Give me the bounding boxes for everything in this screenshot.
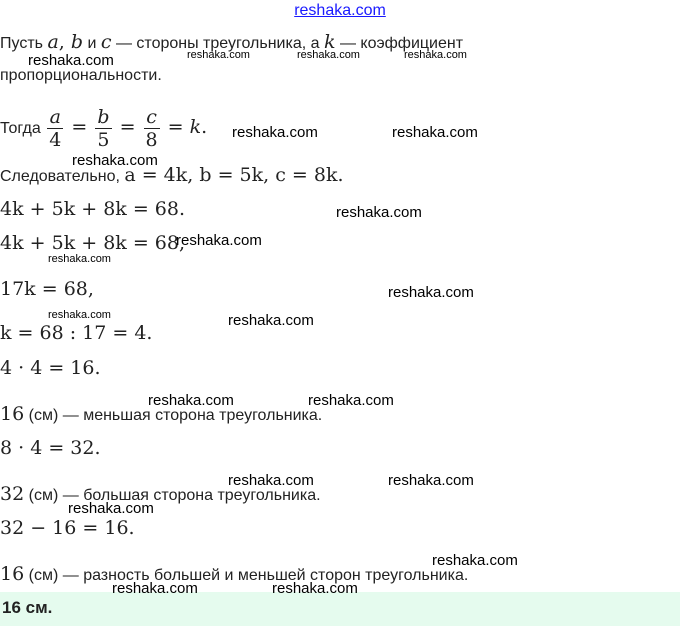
answer-box	[0, 592, 680, 626]
watermark: reshaka.com	[148, 392, 234, 409]
watermark: reshaka.com	[112, 580, 198, 597]
watermark: reshaka.com	[176, 232, 262, 249]
equation-3: 17k = 68,	[0, 278, 94, 300]
equation-6: 8 · 4 = 32.	[0, 437, 101, 459]
watermark: reshaka.com	[297, 49, 360, 61]
equation-4: k = 68 : 17 = 4.	[0, 322, 153, 344]
watermark: reshaka.com	[336, 204, 422, 221]
intro-rest: — стороны треугольника, а	[115, 35, 320, 52]
watermark: reshaka.com	[432, 552, 518, 569]
watermark: reshaka.com	[228, 472, 314, 489]
intro-line-1	[0, 32, 463, 54]
therefore-expr: a = 4k, b = 5k, c = 8k.	[124, 164, 344, 186]
equation-1: 4k + 5k + 8k = 68.	[0, 198, 186, 220]
equation-7: 32 − 16 = 16.	[0, 517, 135, 539]
intro-word: Пусть	[0, 35, 43, 52]
var-b: b	[70, 31, 84, 53]
intro-and: и	[87, 35, 97, 52]
var-a: a	[47, 31, 59, 53]
site-link[interactable]: reshaka.com	[294, 2, 386, 19]
var-k: k	[323, 31, 336, 53]
watermark: reshaka.com	[228, 312, 314, 329]
result-2: 32 (см) — большая сторона треугольника.	[0, 483, 321, 505]
equation-5: 4 · 4 = 16.	[0, 357, 101, 379]
watermark: reshaka.com	[48, 309, 111, 321]
answer-text: 16 см.	[2, 598, 53, 617]
watermark: reshaka.com	[28, 52, 114, 69]
intro-line-2: пропорциональности.	[0, 67, 162, 84]
therefore-word: Следовательно,	[0, 168, 120, 185]
var-c: c	[100, 31, 112, 53]
watermark: reshaka.com	[72, 152, 158, 169]
watermark: reshaka.com	[232, 124, 318, 141]
fraction-a: $\frac{a}{4}$	[49, 105, 62, 151]
watermark: reshaka.com	[392, 124, 478, 141]
fraction-c: $\frac{c}{8}$	[145, 105, 158, 151]
result-3: 16 (см) — разность большей и меньшей сторон треугольника.	[0, 563, 469, 585]
equation-2: 4k + 5k + 8k = 68,	[0, 232, 186, 254]
watermark: reshaka.com	[68, 500, 154, 517]
therefore-line	[0, 165, 344, 187]
ratio-line: Тогда $\frac{a}{4}$ = $\frac{b}{5}$ = $\frac{c}{8}$ = k.	[0, 105, 208, 151]
then-word: Тогда	[0, 120, 41, 137]
watermark: reshaka.com	[388, 472, 474, 489]
watermark: reshaka.com	[272, 580, 358, 597]
comma: ,	[58, 31, 65, 53]
result-1: 16 (см) — меньшая сторона треугольника.	[0, 403, 323, 425]
watermark: reshaka.com	[48, 253, 111, 265]
watermark: reshaka.com	[388, 284, 474, 301]
intro-coef: — коэффициент	[339, 35, 464, 52]
watermark: reshaka.com	[404, 49, 467, 61]
fraction-b: $\frac{b}{5}$	[97, 105, 110, 151]
watermark: reshaka.com	[187, 49, 250, 61]
watermark: reshaka.com	[308, 392, 394, 409]
